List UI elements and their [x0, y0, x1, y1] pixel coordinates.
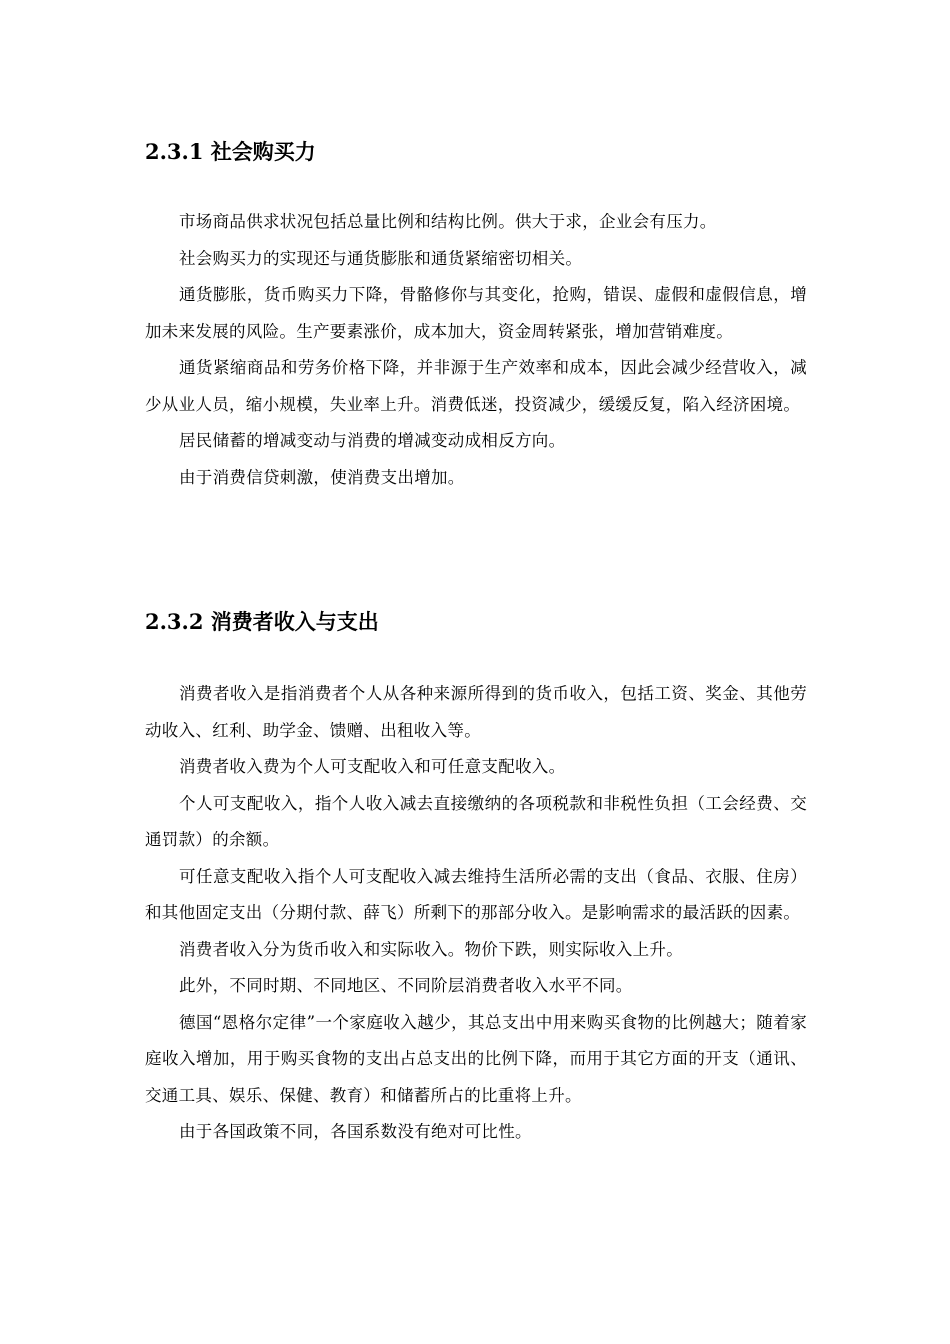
section-body-consumer-income-expenditure [145, 676, 807, 1151]
paragraph: 由于消费信贷刺激，使消费支出增加。 [179, 467, 465, 487]
paragraph: 居民储蓄的增减变动与消费的增减变动成相反方向。 [179, 431, 566, 450]
paragraph: 消费者收入是指消费者个人从各种来源所得到的货币收入，包括工资、奖金、其他劳动收入、红利、助学金、馈赠、出租收入等。 [145, 684, 807, 740]
paragraph: 德国“恩格尔定律”一个家庭收入越少，其总支出中用来购买食物的比例越大；随着家庭收入增加，用于购买食物的支出占总支出的比例下降，而用于其它方面的开支（通讯、交通工具、娱乐、保健、教育）和储蓄所占的比重将上升。 [145, 1012, 807, 1105]
section-heading-social-purchasing-power: 2.3.1 社会购买力 [145, 139, 316, 164]
paragraph: 可任意支配收入指个人可支配收入减去维持生活所必需的支出（食品、衣服、住房）和其他固定支出（分期付款、薛飞）所剩下的那部分收入。是影响需求的最活跃的因素。 [145, 866, 807, 922]
paragraph: 个人可支配收入，指个人收入减去直接缴纳的各项税款和非税性负担（工会经费、交通罚款）的余额。 [145, 793, 807, 849]
section-body-social-purchasing-power [145, 204, 807, 496]
paragraph: 消费者收入分为货币收入和实际收入。物价下跌，则实际收入上升。 [179, 939, 683, 959]
paragraph: 通货紧缩商品和劳务价格下降，并非源于生产效率和成本，因此会减少经营收入，减少从业人员，缩小规模，失业率上升。消费低迷，投资减少，缓缓反复，陷入经济困境。 [145, 358, 807, 414]
paragraph: 由于各国政策不同，各国系数没有绝对可比性。 [179, 1122, 532, 1141]
paragraph: 通货膨胀，货币购买力下降，骨骼修你与其变化，抢购，错误、虚假和虚假信息，增加未来发展的风险。生产要素涨价，成本加大，资金周转紧张，增加营销难度。 [145, 285, 807, 341]
paragraph: 市场商品供求状况包括总量比例和结构比例。供大于求，企业会有压力。 [179, 212, 717, 231]
paragraph: 消费者收入费为个人可支配收入和可任意支配收入。 [179, 757, 566, 776]
paragraph: 此外，不同时期、不同地区、不同阶层消费者收入水平不同。 [179, 976, 633, 995]
paragraph: 社会购买力的实现还与通货膨胀和通货紧缩密切相关。 [179, 248, 583, 268]
section-heading-consumer-income-expenditure: 2.3.2 消费者收入与支出 [145, 609, 379, 634]
